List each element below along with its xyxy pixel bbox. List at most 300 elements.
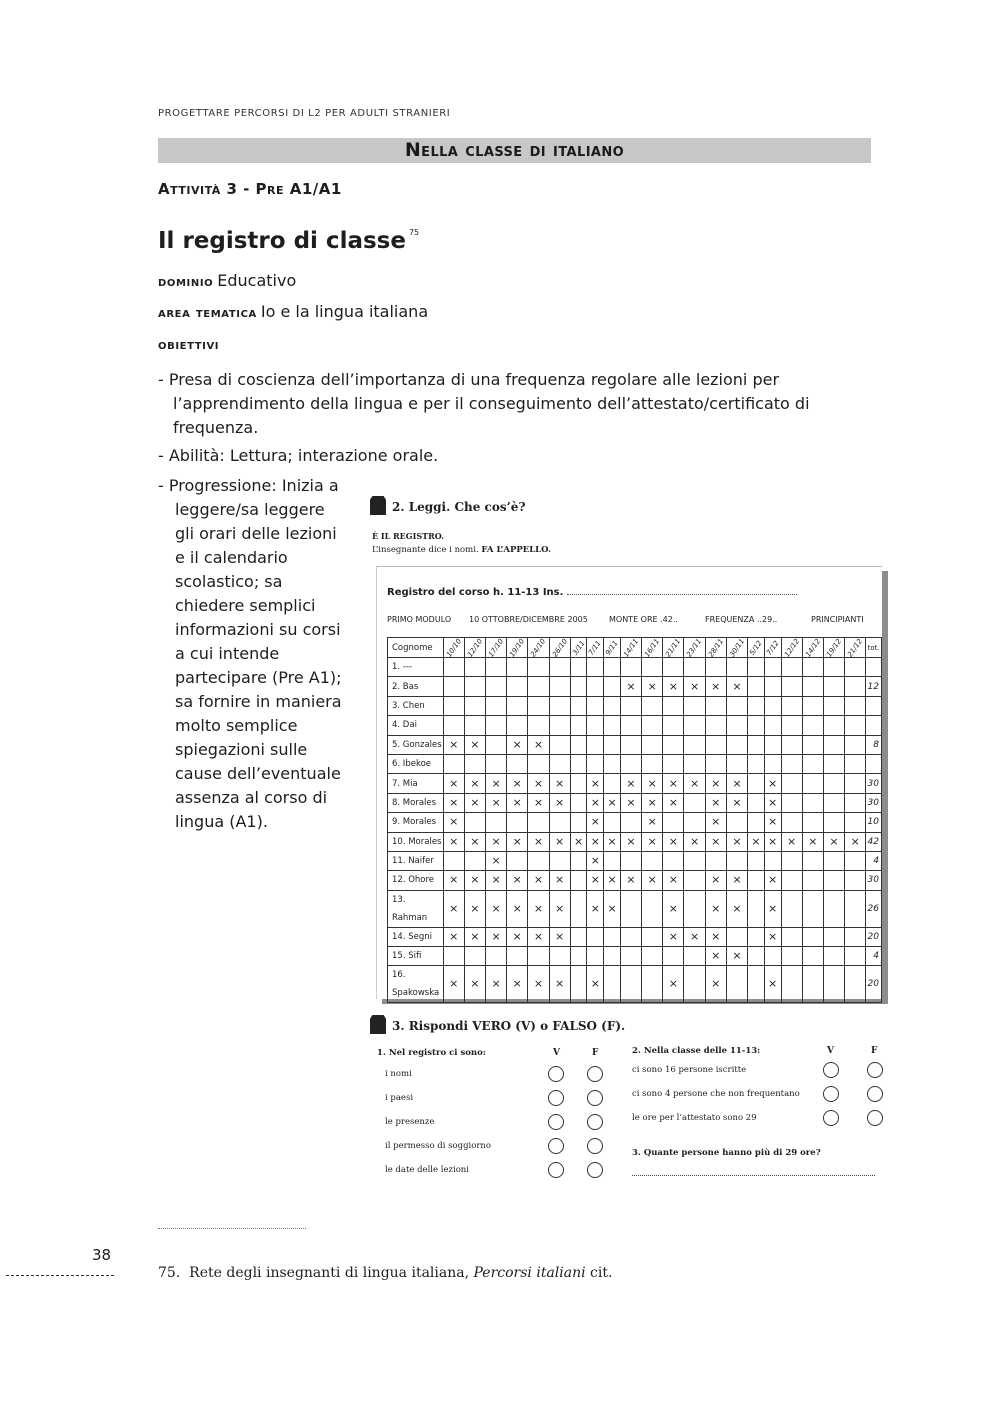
attendance-cell — [642, 696, 663, 715]
progression-paragraph: - Progressione: Inizia a leggere/sa leggere gli orari delle lezioni e il calendario scolastico; sa chiedere semplici informazioni su corsi a cui intende partecipare (Pre A1); sa fornire in maniera molto semplice spiegazioni sulle cause dell’eventuale assenza al corso di lingua (A1). — [158, 476, 342, 831]
attendance-cell — [570, 754, 587, 773]
attendance-mark: × — [443, 793, 464, 812]
attendance-cell — [663, 813, 684, 832]
attendance-mark: × — [764, 871, 781, 890]
attendance-cell — [684, 716, 705, 735]
attendance-mark: × — [443, 871, 464, 890]
attendance-cell — [802, 716, 823, 735]
attendance-cell — [823, 947, 844, 966]
table-row — [388, 851, 882, 870]
attendance-cell — [845, 696, 866, 715]
attendance-cell — [587, 677, 604, 696]
column-header-tot: tot. — [866, 638, 882, 658]
attendance-cell — [485, 754, 506, 773]
attendance-cell — [620, 966, 641, 1003]
attendance-mark: × — [528, 871, 549, 890]
attendance-cell — [748, 927, 765, 946]
attendance-cell — [587, 735, 604, 754]
attendance-cell — [802, 890, 823, 927]
attendance-cell — [620, 813, 641, 832]
student-name: 16. Spakowska — [388, 966, 444, 1003]
attendance-cell — [684, 658, 705, 677]
attendance-cell — [549, 658, 570, 677]
row-total — [866, 754, 882, 773]
attendance-mark: × — [705, 793, 726, 812]
attendance-cell — [570, 890, 587, 927]
attendance-cell — [620, 716, 641, 735]
attendance-cell — [781, 871, 802, 890]
attendance-cell — [802, 677, 823, 696]
true-radio[interactable] — [548, 1066, 564, 1082]
attendance-cell — [549, 696, 570, 715]
area-value: Io e la lingua italiana — [260, 302, 429, 321]
attendance-cell — [845, 774, 866, 793]
attendance-cell — [642, 658, 663, 677]
statement-text: il permesso di soggiorno — [385, 1141, 492, 1151]
attendance-mark: × — [528, 735, 549, 754]
attendance-cell — [781, 658, 802, 677]
attendance-cell — [726, 735, 747, 754]
attendance-cell — [845, 927, 866, 946]
attendance-cell — [823, 871, 844, 890]
objectives-list — [158, 368, 818, 472]
attendance-cell — [748, 696, 765, 715]
attendance-cell — [507, 754, 528, 773]
pencil-icon — [370, 1015, 386, 1034]
attendance-cell — [485, 813, 506, 832]
footnote-separator — [158, 1228, 306, 1229]
true-radio[interactable] — [823, 1086, 839, 1102]
row-total: 30 — [866, 774, 882, 793]
title-footnote-ref: 75 — [408, 228, 420, 237]
attendance-cell — [507, 716, 528, 735]
attendance-cell — [726, 716, 747, 735]
attendance-cell — [663, 658, 684, 677]
row-total: 10 — [866, 813, 882, 832]
attendance-mark: × — [507, 871, 528, 890]
row-total: 20 — [866, 966, 882, 1003]
attendance-cell — [748, 735, 765, 754]
attendance-cell — [464, 947, 485, 966]
table-row — [388, 793, 882, 812]
exercise2-line-b: FA L’APPELLO. — [481, 545, 552, 555]
date-label: 12/10 — [465, 636, 484, 659]
register-title — [387, 587, 797, 598]
attendance-cell — [726, 927, 747, 946]
frequenza-label: FREQUENZA ..29.. — [705, 615, 778, 624]
attendance-mark: × — [507, 890, 528, 927]
attendance-cell — [485, 677, 506, 696]
column-header-date — [620, 638, 641, 658]
row-total: 8 — [866, 735, 882, 754]
attendance-mark: × — [764, 813, 781, 832]
attendance-cell — [802, 947, 823, 966]
table-row — [388, 735, 882, 754]
attendance-mark: × — [528, 832, 549, 851]
true-radio[interactable] — [548, 1090, 564, 1106]
attendance-cell — [802, 793, 823, 812]
attendance-mark: × — [587, 851, 604, 870]
attendance-mark: × — [507, 735, 528, 754]
date-label: 5/12 — [748, 638, 764, 657]
false-radio[interactable] — [587, 1090, 603, 1106]
attendance-cell — [823, 754, 844, 773]
exercise2-line-a: L’insegnante dice i nomi. — [372, 545, 482, 555]
row-total: 30 — [866, 793, 882, 812]
student-name: 5. Gonzales — [388, 735, 444, 754]
v-header: V — [553, 1048, 560, 1058]
attendance-cell — [845, 966, 866, 1003]
attendance-cell — [823, 851, 844, 870]
attendance-cell — [823, 927, 844, 946]
title-text: Il registro di classe — [158, 228, 406, 254]
attendance-cell — [781, 677, 802, 696]
attendance-cell — [684, 735, 705, 754]
statement-text: i paesi — [385, 1093, 414, 1103]
false-radio[interactable] — [587, 1066, 603, 1082]
attendance-cell — [642, 851, 663, 870]
attendance-cell — [748, 754, 765, 773]
column-header-date — [845, 638, 866, 658]
attendance-cell — [443, 677, 464, 696]
attendance-cell — [464, 813, 485, 832]
monte-ore-label: MONTE ORE .42.. — [609, 615, 678, 624]
date-label: 14/11 — [621, 636, 641, 659]
attendance-cell — [781, 890, 802, 927]
attendance-mark: × — [549, 966, 570, 1003]
attendance-cell — [570, 696, 587, 715]
attendance-cell — [802, 774, 823, 793]
attendance-mark: × — [549, 774, 570, 793]
register-title-text: Registro del corso h. 11-13 Ins. — [387, 587, 564, 598]
attendance-mark: × — [507, 774, 528, 793]
attendance-mark: × — [726, 774, 747, 793]
attendance-cell — [781, 696, 802, 715]
attendance-cell — [823, 735, 844, 754]
column-header-date — [443, 638, 464, 658]
attendance-cell — [781, 754, 802, 773]
true-radio[interactable] — [548, 1162, 564, 1178]
attendance-mark: × — [549, 793, 570, 812]
objective-item: - Presa di coscienza dell’importanza di una frequenza regolare alle lezioni per l’apprendimento della lingua e per il conseguimento dell’attestato/certificato di frequenza. — [158, 370, 810, 437]
attendance-cell — [570, 716, 587, 735]
row-total: 4 — [866, 947, 882, 966]
attendance-cell — [642, 716, 663, 735]
attendance-cell — [802, 696, 823, 715]
false-radio[interactable] — [587, 1114, 603, 1130]
true-radio[interactable] — [823, 1110, 839, 1126]
attendance-mark: × — [764, 890, 781, 927]
true-radio[interactable] — [548, 1138, 564, 1154]
attendance-mark: × — [464, 832, 485, 851]
attendance-cell — [549, 735, 570, 754]
attendance-mark: × — [587, 774, 604, 793]
attendance-mark: × — [663, 890, 684, 927]
date-label: 7/11 — [587, 638, 604, 657]
attendance-mark: × — [443, 890, 464, 927]
row-total: 26 — [866, 890, 882, 927]
statement-text: le presenze — [385, 1117, 435, 1127]
section-title: Nella classe di italiano — [404, 139, 625, 161]
progression-text — [158, 474, 348, 834]
attendance-cell — [620, 851, 641, 870]
date-label: 28/11 — [706, 636, 725, 659]
attendance-mark: × — [464, 871, 485, 890]
attendance-mark: × — [485, 927, 506, 946]
attendance-cell — [684, 966, 705, 1003]
attendance-cell — [485, 658, 506, 677]
column-header-date — [726, 638, 747, 658]
question1-title: 1. Nel registro ci sono: — [377, 1048, 486, 1058]
attendance-cell — [485, 735, 506, 754]
attendance-mark: × — [642, 832, 663, 851]
attendance-cell — [528, 947, 549, 966]
attendance-cell — [845, 677, 866, 696]
question1-block — [377, 1044, 617, 1184]
attendance-cell — [570, 793, 587, 812]
attendance-mark: × — [485, 832, 506, 851]
student-name: 15. Sifi — [388, 947, 444, 966]
attendance-cell — [726, 658, 747, 677]
attendance-cell — [570, 735, 587, 754]
date-label: 16/11 — [643, 636, 662, 659]
column-header-date — [781, 638, 802, 658]
attendance-mark: × — [549, 871, 570, 890]
statement-text: le ore per l’attestato sono 29 — [632, 1113, 757, 1123]
question3-title: 3. Quante persone hanno più di 29 ore? — [632, 1148, 821, 1158]
attendance-cell — [528, 677, 549, 696]
attendance-cell — [443, 947, 464, 966]
attendance-cell — [705, 658, 726, 677]
attendance-cell — [528, 813, 549, 832]
attendance-cell — [802, 754, 823, 773]
attendance-mark: × — [705, 677, 726, 696]
attendance-mark: × — [587, 871, 604, 890]
attendance-mark: × — [507, 927, 528, 946]
student-name: 14. Segni — [388, 927, 444, 946]
column-header-date — [464, 638, 485, 658]
attendance-mark: × — [663, 774, 684, 793]
row-total: 30 — [866, 871, 882, 890]
obiettivi-label: obiettivi — [158, 337, 220, 353]
attendance-cell — [748, 716, 765, 735]
false-radio[interactable] — [867, 1086, 883, 1102]
attendance-mark: × — [485, 793, 506, 812]
attendance-cell — [802, 658, 823, 677]
attendance-cell — [620, 754, 641, 773]
page-title — [158, 228, 419, 254]
row-total: 20 — [866, 927, 882, 946]
attendance-cell — [464, 754, 485, 773]
exercise2-answer: È IL REGISTRO. — [372, 531, 445, 541]
attendance-cell — [781, 927, 802, 946]
attendance-cell — [464, 696, 485, 715]
attendance-cell — [684, 947, 705, 966]
question2-block — [632, 1044, 882, 1184]
attendance-cell — [549, 754, 570, 773]
false-radio[interactable] — [587, 1162, 603, 1178]
attendance-mark: × — [604, 793, 621, 812]
attendance-mark: × — [642, 774, 663, 793]
date-label: 3/11 — [570, 638, 587, 657]
date-label: 19/10 — [508, 636, 527, 659]
date-label: 14/12 — [803, 636, 822, 659]
attendance-cell — [802, 871, 823, 890]
book-icon — [370, 496, 386, 515]
attendance-mark: × — [726, 871, 747, 890]
attendance-cell — [823, 716, 844, 735]
attendance-cell — [464, 658, 485, 677]
column-header-date — [764, 638, 781, 658]
attendance-cell — [587, 947, 604, 966]
attendance-cell — [663, 735, 684, 754]
question3-answer-line[interactable] — [632, 1175, 875, 1176]
attendance-cell — [570, 851, 587, 870]
attendance-cell — [604, 813, 621, 832]
attendance-mark: × — [705, 966, 726, 1003]
attendance-mark: × — [485, 890, 506, 927]
attendance-cell — [587, 696, 604, 715]
attendance-mark: × — [620, 793, 641, 812]
column-header-date — [802, 638, 823, 658]
attendance-cell — [823, 813, 844, 832]
false-radio[interactable] — [867, 1110, 883, 1126]
attendance-cell — [781, 716, 802, 735]
attendance-cell — [705, 716, 726, 735]
attendance-cell — [528, 658, 549, 677]
attendance-cell — [485, 696, 506, 715]
attendance-cell — [781, 735, 802, 754]
attendance-cell — [604, 966, 621, 1003]
attendance-cell — [845, 851, 866, 870]
table-row — [388, 696, 882, 715]
attendance-cell — [587, 658, 604, 677]
footnote-number: 75. — [158, 1265, 181, 1281]
period-label: 10 OTTOBRE/DICEMBRE 2005 — [469, 615, 588, 624]
attendance-cell — [845, 658, 866, 677]
attendance-cell — [748, 658, 765, 677]
attendance-cell — [443, 696, 464, 715]
attendance-cell — [684, 754, 705, 773]
false-radio[interactable] — [867, 1062, 883, 1078]
attendance-cell — [663, 947, 684, 966]
attendance-cell — [764, 947, 781, 966]
attendance-cell — [684, 851, 705, 870]
attendance-mark: × — [443, 774, 464, 793]
student-name: 1. --- — [388, 658, 444, 677]
attendance-mark: × — [528, 793, 549, 812]
attendance-mark: × — [764, 832, 781, 851]
attendance-mark: × — [764, 774, 781, 793]
attendance-mark: × — [464, 890, 485, 927]
column-header-date — [485, 638, 506, 658]
attendance-mark: × — [587, 793, 604, 812]
false-radio[interactable] — [587, 1138, 603, 1154]
attendance-mark: × — [764, 793, 781, 812]
attendance-cell — [705, 754, 726, 773]
attendance-cell — [642, 754, 663, 773]
attendance-cell — [845, 735, 866, 754]
attendance-mark: × — [705, 890, 726, 927]
column-header-date — [604, 638, 621, 658]
question2-title: 2. Nella classe delle 11-13: — [632, 1046, 761, 1056]
attendance-cell — [485, 716, 506, 735]
attendance-cell — [528, 696, 549, 715]
attendance-cell — [549, 851, 570, 870]
date-label: 12/12 — [782, 636, 801, 659]
attendance-mark: × — [726, 947, 747, 966]
attendance-cell — [570, 947, 587, 966]
attendance-cell — [845, 947, 866, 966]
obiettivi-line — [158, 334, 223, 353]
column-header-date — [528, 638, 549, 658]
footnote — [158, 1265, 612, 1281]
attendance-cell — [845, 871, 866, 890]
attendance-cell — [748, 890, 765, 927]
attendance-mark: × — [464, 793, 485, 812]
attendance-cell — [642, 735, 663, 754]
attendance-cell — [570, 871, 587, 890]
attendance-cell — [570, 966, 587, 1003]
attendance-cell — [802, 927, 823, 946]
attendance-mark: × — [642, 871, 663, 890]
table-row — [388, 871, 882, 890]
attendance-mark: × — [726, 890, 747, 927]
column-header-date — [642, 638, 663, 658]
statement-text: ci sono 16 persone iscritte — [632, 1065, 747, 1075]
attendance-mark: × — [443, 735, 464, 754]
attendance-mark: × — [604, 832, 621, 851]
attendance-mark: × — [620, 871, 641, 890]
attendance-cell — [528, 851, 549, 870]
attendance-mark: × — [604, 871, 621, 890]
attendance-cell — [507, 658, 528, 677]
attendance-mark: × — [485, 774, 506, 793]
attendance-cell — [823, 677, 844, 696]
attendance-mark: × — [587, 890, 604, 927]
attendance-cell — [823, 696, 844, 715]
attendance-mark: × — [528, 890, 549, 927]
attendance-mark: × — [663, 677, 684, 696]
attendance-cell — [802, 813, 823, 832]
attendance-cell — [464, 851, 485, 870]
student-name: 8. Morales — [388, 793, 444, 812]
true-radio[interactable] — [823, 1062, 839, 1078]
attendance-cell — [642, 890, 663, 927]
date-label: 21/11 — [664, 636, 683, 659]
attendance-mark: × — [620, 774, 641, 793]
attendance-cell — [604, 754, 621, 773]
attendance-mark: × — [485, 966, 506, 1003]
attendance-cell — [705, 851, 726, 870]
attendance-cell — [443, 716, 464, 735]
activity-label: Attività 3 - Pre A1/A1 — [158, 180, 342, 198]
page-number-rule — [6, 1275, 114, 1276]
attendance-cell — [764, 735, 781, 754]
true-radio[interactable] — [548, 1114, 564, 1130]
attendance-mark: × — [823, 832, 844, 851]
attendance-mark: × — [663, 793, 684, 812]
attendance-mark: × — [507, 832, 528, 851]
date-label: 26/10 — [550, 636, 569, 659]
attendance-cell — [764, 754, 781, 773]
attendance-cell — [748, 774, 765, 793]
attendance-mark: × — [726, 832, 747, 851]
attendance-cell — [684, 813, 705, 832]
attendance-mark: × — [464, 927, 485, 946]
teacher-blank-line — [567, 594, 797, 595]
date-label: 24/10 — [529, 636, 548, 659]
